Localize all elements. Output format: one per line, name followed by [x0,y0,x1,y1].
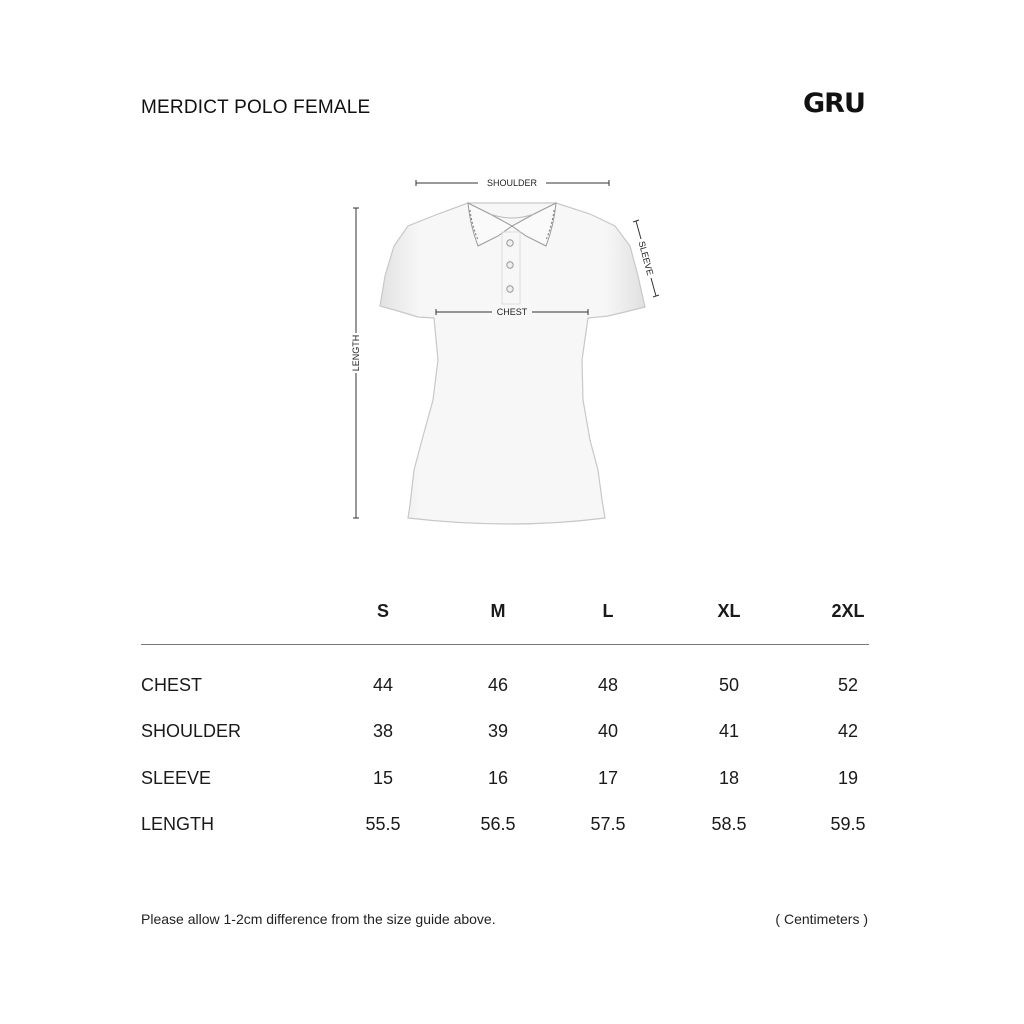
size-header-xl: XL [717,601,741,621]
chest-label: CHEST [496,307,528,317]
table-cell: 50 [718,675,740,695]
table-divider [141,644,869,645]
row-label-length: LENGTH [141,814,215,834]
table-cell: 58.5 [711,814,747,834]
units-label: ( Centimeters ) [775,911,868,927]
table-cell: 56.5 [480,814,516,834]
length-label: LENGTH [351,334,361,372]
button-2 [507,262,513,268]
table-cell: 42 [837,721,859,741]
button-3 [507,286,513,292]
brand-logo: GRU [803,88,865,119]
table-cell: 44 [372,675,394,695]
table-cell: 48 [597,675,619,695]
table-cell: 15 [372,768,394,788]
page-title: MERDICT POLO FEMALE [141,97,371,118]
table-cell: 46 [487,675,509,695]
table-cell: 57.5 [590,814,626,834]
table-cell: 39 [487,721,509,741]
row-label-shoulder: SHOULDER [141,721,242,741]
table-cell: 16 [487,768,509,788]
footer-note: Please allow 1-2cm difference from the size guide above. [141,911,496,927]
size-header-m: M [490,601,506,621]
polo-body [380,203,645,524]
row-label-sleeve: SLEEVE [141,768,212,788]
shoulder-label: SHOULDER [486,178,538,188]
table-cell: 17 [597,768,619,788]
row-label-chest: CHEST [141,675,203,695]
table-cell: 52 [837,675,859,695]
size-header-2xl: 2XL [831,601,865,621]
sleeve-label: SLEEVE [636,240,656,277]
table-cell: 59.5 [830,814,866,834]
table-cell: 55.5 [365,814,401,834]
table-cell: 38 [372,721,394,741]
table-cell: 40 [597,721,619,741]
table-cell: 41 [718,721,740,741]
size-header-l: L [602,601,614,621]
button-1 [507,240,513,246]
table-cell: 18 [718,768,740,788]
table-cell: 19 [837,768,859,788]
size-header-s: S [376,601,389,621]
